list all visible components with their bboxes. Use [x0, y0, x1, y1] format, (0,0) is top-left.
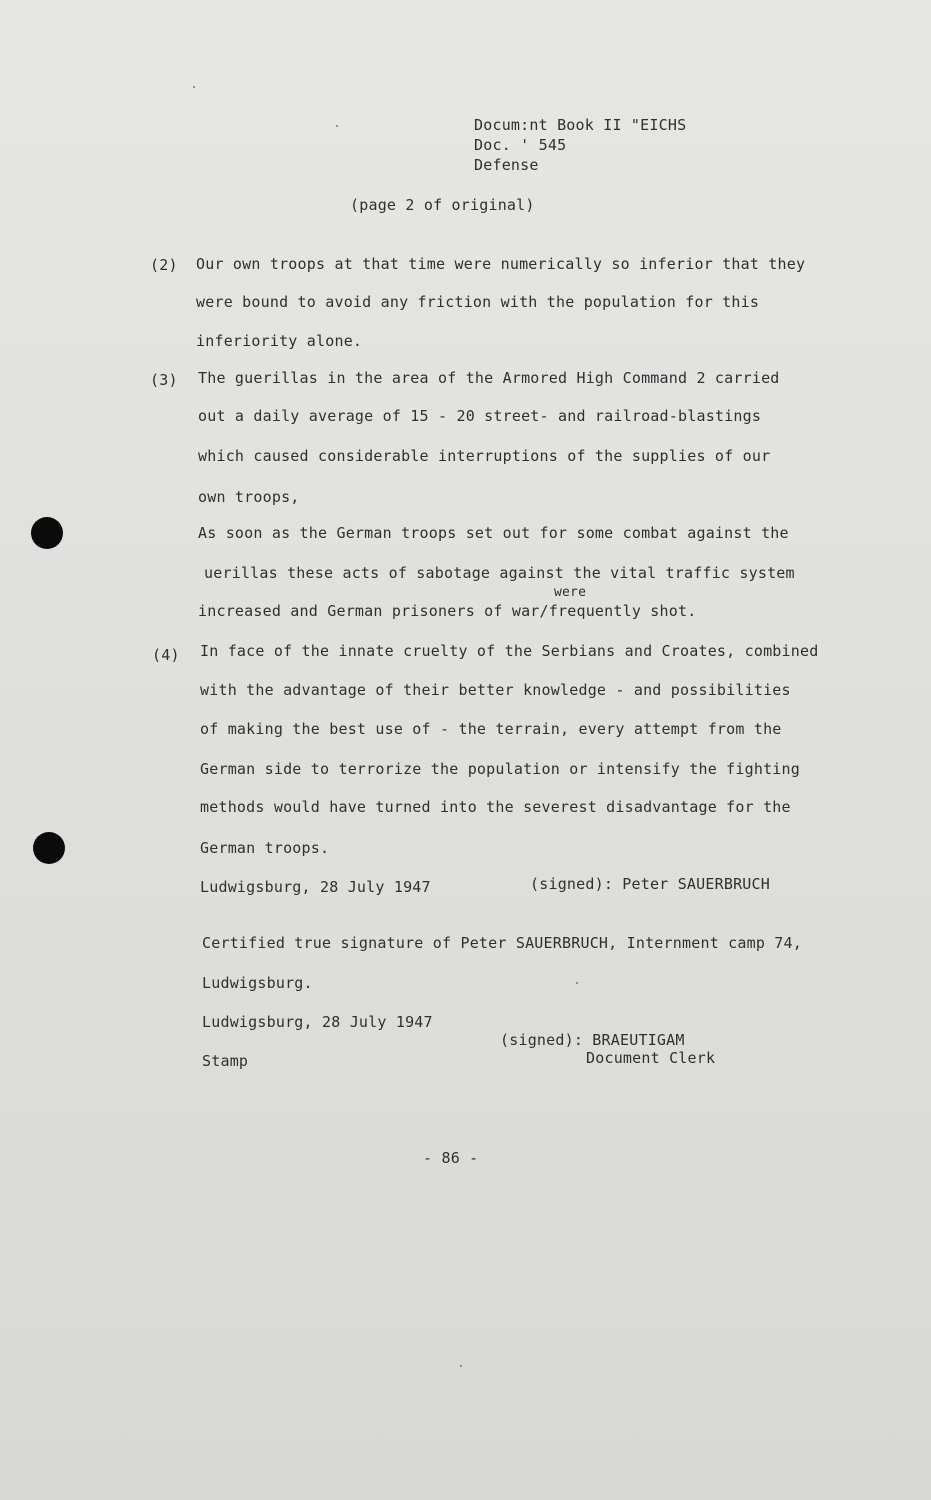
item-continuation-line: increased and German prisoners of war/frequently shot.	[198, 602, 697, 620]
item-line: out a daily average of 15 - 20 street- and railroad-blastings	[198, 407, 762, 425]
certification-line: Certified true signature of Peter SAUERBRUCH, Internment camp 74,	[202, 934, 802, 952]
item-line: German side to terrorize the population or intensify the fighting	[200, 760, 800, 778]
certification-signed: (signed): BRAEUTIGAM	[500, 1031, 685, 1049]
item-line: In face of the innate cruelty of the Serbians and Croates, combined	[200, 642, 819, 660]
header-defense: Defense	[474, 156, 539, 174]
signature-signed: (signed): Peter SAUERBRUCH	[530, 875, 770, 893]
speck	[336, 125, 338, 127]
header-doc-number: Doc. ' 545	[474, 136, 567, 154]
page-note: (page 2 of original)	[350, 196, 535, 214]
header-document-book: Docum:nt Book II "EICHS	[474, 116, 687, 134]
handwritten-insertion: were	[554, 585, 587, 600]
item-line: with the advantage of their better knowledge - and possibilities	[200, 681, 791, 699]
speck	[460, 1365, 462, 1367]
item-line: methods would have turned into the severest disadvantage for the	[200, 798, 791, 816]
item-number: (4)	[152, 646, 180, 664]
certification-place-date: Ludwigsburg, 28 July 1947	[202, 1013, 433, 1031]
speck	[576, 982, 578, 984]
item-line: Our own troops at that time were numerically so inferior that they	[196, 255, 806, 273]
document-clerk-label: Document Clerk	[586, 1049, 716, 1067]
stamp-label: Stamp	[202, 1052, 249, 1070]
item-line: which caused considerable interruptions of the supplies of our	[198, 447, 771, 465]
punch-hole	[31, 517, 63, 549]
punch-hole	[33, 832, 65, 864]
item-line: of making the best use of - the terrain, every attempt from the	[200, 720, 782, 738]
item-line: inferiority alone.	[196, 332, 363, 350]
item-line: own troops,	[198, 488, 300, 506]
page-number: - 86 -	[423, 1149, 479, 1167]
signature-place-date: Ludwigsburg, 28 July 1947	[200, 878, 431, 896]
item-line: were bound to avoid any friction with the population for this	[196, 293, 760, 311]
certification-line: Ludwigsburg.	[202, 974, 313, 992]
item-continuation-line: As soon as the German troops set out for some combat against the	[198, 524, 789, 542]
item-continuation-line: uerillas these acts of sabotage against the vital traffic system	[204, 564, 795, 582]
item-number: (2)	[150, 256, 178, 274]
item-line: German troops.	[200, 839, 330, 857]
item-line: The guerillas in the area of the Armored High Command 2 carried	[198, 369, 780, 387]
speck	[193, 86, 195, 88]
item-number: (3)	[150, 371, 178, 389]
